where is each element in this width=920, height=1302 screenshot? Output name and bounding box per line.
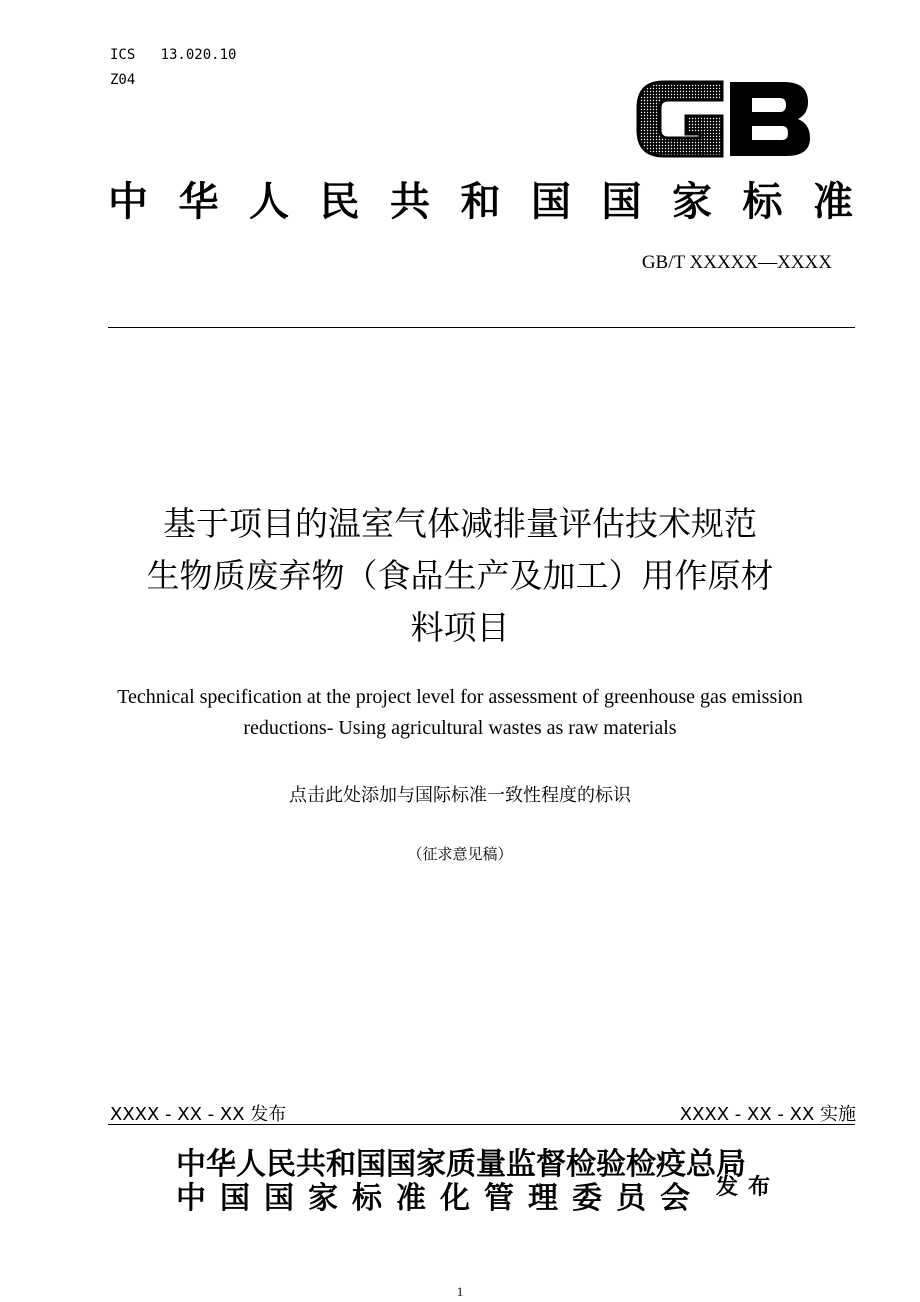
- gb-logo: [634, 72, 814, 166]
- national-standard-heading: [108, 176, 853, 228]
- heading-char: 标: [742, 179, 783, 225]
- english-title-line: Technical specification at the project level for assessment of greenhouse gas emission: [117, 686, 803, 708]
- english-title-line: reductions- Using agricultural wastes as raw materials: [243, 717, 677, 739]
- issuer-char: 标: [352, 1181, 382, 1216]
- heading-char: 和: [460, 179, 501, 225]
- ics-code: ICS 13.020.10: [110, 47, 237, 63]
- logo-letter-b: [730, 82, 810, 156]
- heading-char: 家: [672, 179, 712, 225]
- heading-char: 人: [249, 179, 289, 225]
- publish-date: XXXX - XX - XX 发布: [110, 1104, 287, 1125]
- heading-char: 国: [601, 179, 642, 225]
- heading-char: 华: [178, 179, 219, 225]
- issuer-char: 准: [396, 1181, 426, 1216]
- heading-char: 民: [319, 179, 360, 225]
- bottom-divider: [108, 1124, 855, 1125]
- heading-char: 共: [390, 179, 430, 225]
- page-number: 1: [456, 1284, 464, 1299]
- issuer-char: 理: [528, 1181, 558, 1216]
- chinese-title-line: 基于项目的温室气体减排量评估技术规范: [163, 504, 757, 543]
- english-title: [60, 682, 860, 744]
- ccs-code: Z04: [110, 72, 136, 88]
- heading-char: 准: [813, 179, 853, 225]
- heading-char: 中: [108, 179, 148, 225]
- issuer-char: 家: [308, 1181, 338, 1216]
- logo-letter-g: [638, 82, 722, 156]
- issuer-aqsiq: 中华人民共和国国家质量监督检验检疫总局: [176, 1147, 746, 1182]
- standard-number: GB/T XXXXX—XXXX: [641, 252, 832, 273]
- issue-action: 发布: [716, 1174, 781, 1200]
- issuer-char: 国: [220, 1181, 250, 1216]
- issuer-char: 国: [264, 1181, 294, 1216]
- issuer-char: 委: [572, 1181, 602, 1216]
- conformity-placeholder[interactable]: 点击此处添加与国际标准一致性程度的标识: [289, 785, 631, 806]
- top-divider: [108, 327, 855, 328]
- issuer-char: 会: [660, 1181, 690, 1216]
- chinese-title: [60, 498, 860, 654]
- draft-status: （征求意见稿）: [407, 845, 513, 863]
- issuer-char: 中: [176, 1181, 206, 1216]
- issuer-char: 化: [440, 1181, 470, 1216]
- heading-char: 国: [531, 179, 571, 225]
- chinese-title-line: 料项目: [410, 608, 510, 647]
- implement-date: XXXX - XX - XX 实施: [679, 1104, 856, 1125]
- chinese-title-line: 生物质废弃物（食品生产及加工）用作原材: [146, 556, 774, 595]
- issuer-char: 员: [616, 1181, 646, 1216]
- issuer-sac: [176, 1181, 690, 1217]
- issuer-char: 管: [484, 1181, 514, 1216]
